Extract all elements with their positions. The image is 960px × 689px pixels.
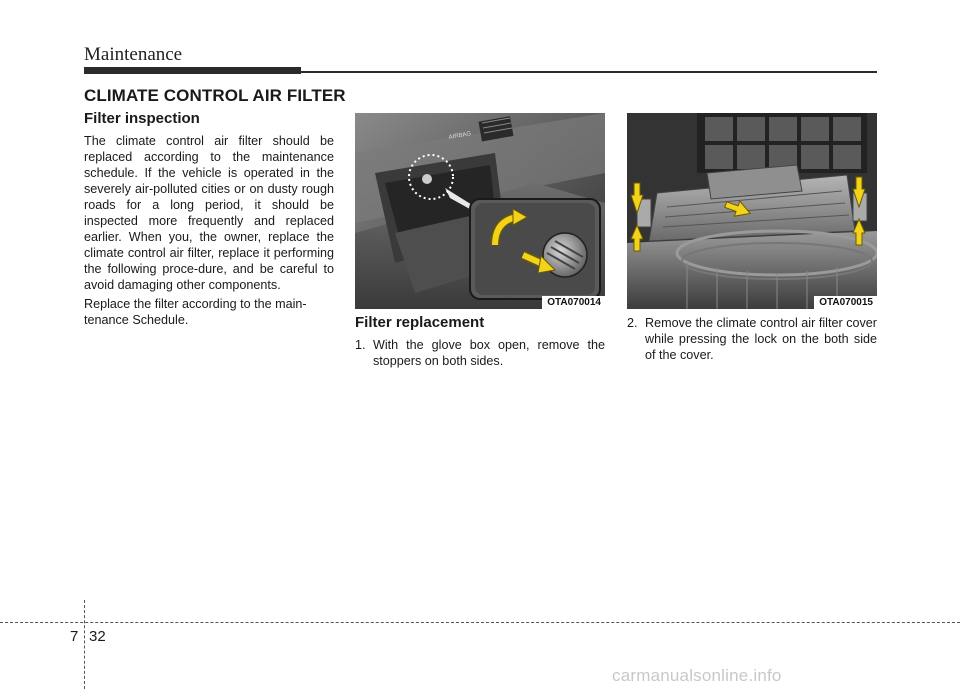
glove-box-figure [355,113,605,309]
filter-inspection-column [84,111,334,331]
filter-inspection-heading: Filter inspection [84,110,200,127]
figure-code-label: OTA070015 [814,296,877,309]
header-rule-thin [301,71,877,73]
filter-inspection-paragraph-1: The climate control air filter should be replaced according to the maintenance schedule. If the vehicle is operated in the severely air-polluted cities or on dusty rough roads for a long period, it should be inspected more frequently and replaced earlier. When you, the owner, replace the climate control air filter, replace it performing the following proce-dure, and be careful to avoid damaging other components. [84,134,334,292]
step-2-column [627,315,877,363]
header-section-title: Maintenance [84,44,183,65]
filter-cover-figure [627,113,877,309]
filter-replacement-column [355,315,605,369]
footer-vertical-divider [84,600,85,689]
page-number: 32 [89,628,106,645]
step-text: With the glove box open, remove the stoppers on both sides. [373,338,605,368]
filter-cover-illustration [627,113,877,309]
page-title: CLIMATE CONTROL AIR FILTER [84,86,346,105]
filter-inspection-paragraph-2: Replace the filter according to the main-tenance Schedule. [84,297,307,327]
step-number: 1. [355,338,366,352]
figure-code-label: OTA070014 [542,296,605,309]
airbag-label: AIRBAG [448,131,472,141]
filter-replacement-heading: Filter replacement [355,314,485,331]
watermark: carmanualsonline.info [612,666,782,685]
chapter-number: 7 [70,628,79,645]
glove-box-illustration [355,113,605,309]
footer-divider [0,622,960,623]
step-1 [355,337,605,369]
step-number: 2. [627,316,638,330]
step-2 [627,315,877,363]
header-rule-thick [84,67,301,74]
step-text: Remove the climate control air filter cover while pressing the lock on the both side of the cover. [645,316,877,362]
